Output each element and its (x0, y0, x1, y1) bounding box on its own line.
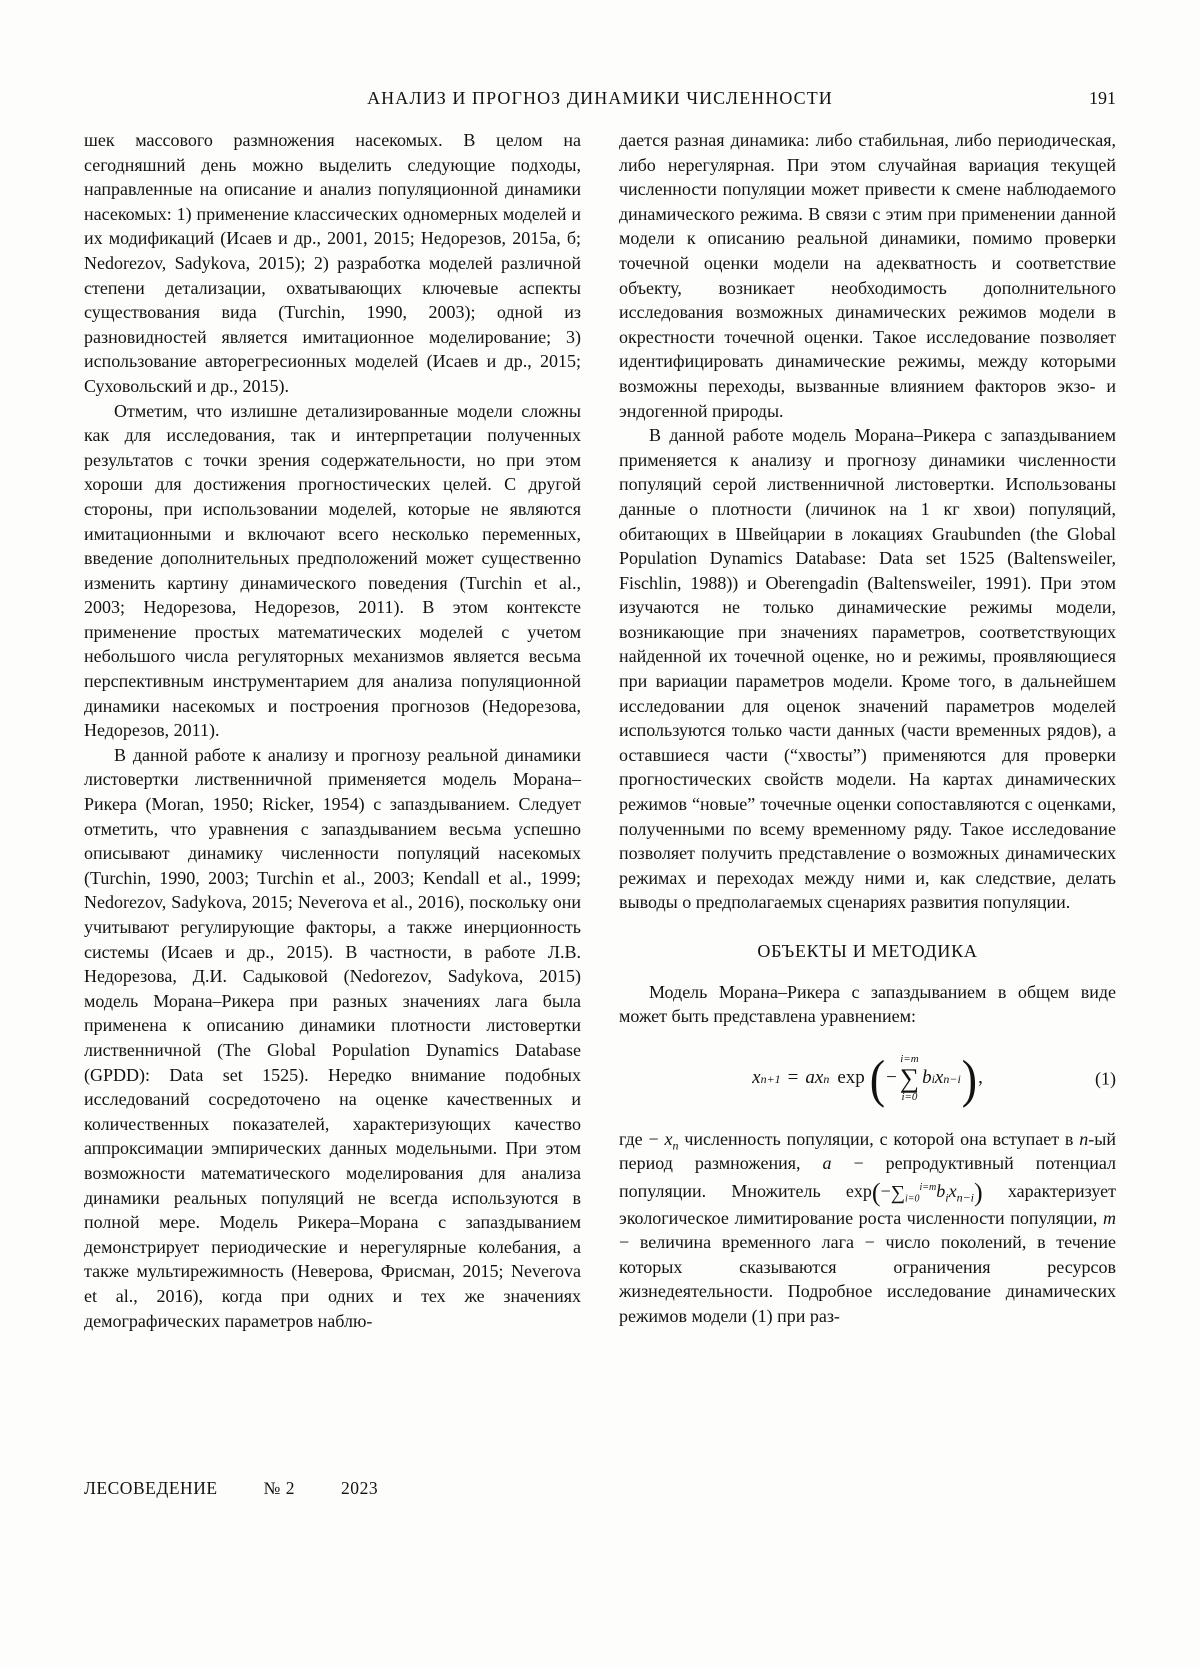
journal-footer (84, 1478, 424, 1499)
section-heading: ОБЪЕКТЫ И МЕТОДИКА (757, 941, 978, 961)
right-column (619, 128, 1116, 1333)
paragraph: дается разная динамика: либо стабильная, либо периодическая, либо нерегулярная. При этом случайная вариация текущей численности популяции может привести к смене наблюдаемого динамического режима. В связи с этим при применении данной модели к описанию реальной динамики, помимо проверки точечной оценки модели на адекватность и соответствие объекту, возникает необходимость дополнительного исследования возможных динамических режимов модели в окрестности точечной оценки. Такое исследование позволяет идентифицировать динамические режимы, между которыми возможны переходы, вызванные влиянием факторов экзо- и эндогенной природы. (619, 130, 1116, 421)
equation-number: (1) (1095, 1068, 1116, 1089)
journal-name: ЛЕСОВЕДЕНИЕ (84, 1478, 218, 1498)
paragraph: В данной работе к анализу и прогнозу реальной динамики листовертки лиственничной применяется модель Морана–Рикера (Moran, 1950; Ricker, 1954) с запаздыванием. Следует отметить, что уравнения с запаздыванием весьма успешно описывают динамику численности популяций насекомых (Turchin, 1990, 2003; Turchin et al., 2003; Kendall et al., 1999; Nedorezov, Sadykova, 2015; Neverova et al., 2016), поскольку они учитывают регулирующие факторы, а также инерционность системы (Исаев и др., 2015). В частности, в работе Л.В. Недорезова, Д.И. Садыковой (Nedorezov, Sadykova, 2015) модель Морана–Рикера при разных значениях лага была применена к описанию динамики плотности листовертки лиственничной (The Global Population Dynamics Database (GPDD): Data set 1525). Нередко внимание подобных исследований сосредоточено на оценке качественных и количественных показателей, характеризующих качество аппроксимации эмпирических данных модельными. При этом возможности математического моделирования для анализа динамики реальных популяций не всегда используются в полной мере. Модель Рикера–Морана с запаздыванием демонстрирует периодические и нерегулярные колебания, а также мультирежимность (Неверова, Фрисман, 2015; Neverova et al., 2016), когда при одних и тех же значениях демографических параметров наблю- (84, 744, 581, 1331)
year: 2023 (341, 1478, 379, 1498)
equation-body: x n+1 = ax n exp ( − i=m ∑ i=0 b i x n−i ) , (752, 1048, 983, 1108)
running-head (84, 88, 1116, 116)
page-number: 191 (1089, 88, 1116, 108)
paragraph: Модель Морана–Рикера с запаздыванием в общем виде может быть представлена уравнением: (619, 981, 1116, 1027)
two-column-body (84, 128, 1116, 1333)
summation-symbol: i=m ∑ i=0 (899, 1053, 920, 1104)
equation-1 (619, 1043, 1116, 1115)
paragraph: шек массового размножения насекомых. В целом на сегодняшний день можно выделить следующие подходы, направленные на описание и анализ популяционной динамики насекомых: 1) применение классических одномерных моделей и их модификаций (Исаев и др., 2001, 2015; Недорезов, 2015а, б; Nedorezov, Sadykova, 2015); 2) разработка моделей различной степени детализации, охватывающих ключевые аспекты существования вида (Turchin, 1990, 2003); одной из разновидностей является имитационное моделирование; 3) использование авторегресионных моделей (Исаев и др., 2015; Суховольский и др., 2015). (84, 130, 581, 396)
running-head-title: АНАЛИЗ И ПРОГНОЗ ДИНАМИКИ ЧИСЛЕННОСТИ (367, 88, 833, 108)
left-column (84, 128, 581, 1333)
paragraph: В данной работе модель Морана–Рикера с запаздыванием применяется к анализу и прогнозу динамики численности популяций серой лиственничной листовертки. Использованы данные о плотности (личинок на 1 кг хвои) популяций, обитающих в Швейцарии в локациях Graubunden (the Global Population Dynamics Database: Data set 1525 (Baltensweiler, Fischlin, 1988)) и Oberengadin (Baltensweiler, 1991). При этом изучаются не только динамические режимы модели, возникающие при значениях параметров, соответствующих найденной их точечной оценке, но и режимы, проявляющиеся при вариации параметров модели. Кроме того, в дальнейшем исследовании для оценок значений параметров моделей используются только части данных (части временных рядов), а оставшиеся части (“хвосты”) применяются для проверки прогностических свойств модели. На картах динамических режимов “новые” точечные оценки сопоставляются с оценками, полученными по всему временному ряду. Такое исследование позволяет получить представление о возможных динамических режимах и переходах между ними и, как следствие, делать выводы о предполагаемых сценариях развития популяции. (619, 425, 1116, 913)
issue-number: № 2 (263, 1478, 296, 1498)
inline-formula: $\exp(-\sum_{i=0}^{i=m}b_ix_{n-i})$ (845, 1177, 983, 1207)
paragraph: Отметим, что излишне детализированные модели сложны как для исследования, так и интерпретации полученных результатов с точки зрения содержательности, но при этом хороши для достижения прогностических целей. С другой стороны, при использовании моделей, которые не являются имитационными и включают всего несколько переменных, введение дополнительных предположений может существенно изменить картину динамического поведения (Turchin et al., 2003; Недорезова, Недорезов, 2011). В этом контексте применение простых математических моделей с учетом небольшого числа регуляторных механизмов является весьма перспективным инструментарием для анализа популяционной динамики насекомых и построения прогнозов (Недорезова, Недорезов, 2011). (84, 400, 581, 741)
paragraph: где − $x_n$ численность популяции, с которой она вступает в n-ый период размножения, a − репродуктивный потенциал популяции. Множитель $\exp(-\sum_{i=0}^{i=m}b_ix_{n-i})$ характеризует экологическое лимитирование роста численности популяции, m − величина временного лага − число поколений, в течение которых сказываются ограничения ресурсов жизнедеятельности. Подробное исследование динамических режимов модели (1) при раз- (619, 1128, 1116, 1326)
